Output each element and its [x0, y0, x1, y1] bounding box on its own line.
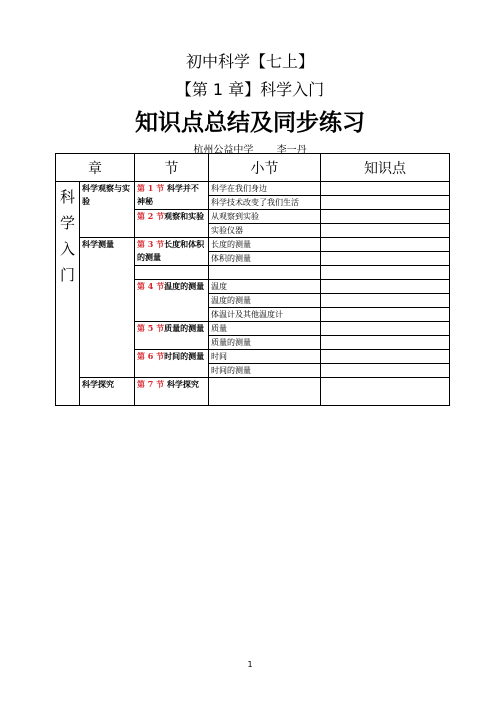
- knowledge-cell: [321, 364, 450, 378]
- table-row: [56, 238, 450, 252]
- knowledge-cell: [321, 210, 450, 224]
- subsection-cell: [209, 378, 321, 406]
- knowledge-cell: [321, 266, 450, 280]
- page-number: 1: [247, 660, 253, 669]
- header-chapter: 章: [56, 154, 135, 182]
- section-cell: 第 5 节质量的测量: [135, 322, 209, 350]
- knowledge-cell: [321, 308, 450, 322]
- author-name: 李一丹: [276, 145, 307, 156]
- knowledge-cell: [321, 252, 450, 266]
- table-header-row: [56, 154, 450, 182]
- section-cell: 第 7 节 科学探究: [135, 378, 209, 406]
- subsection-cell: 科学在我们身边: [209, 182, 321, 196]
- chapter-char: 门: [59, 266, 75, 284]
- section-cell: 第 4 节温度的测量: [135, 280, 209, 322]
- unit-cell: 科学探究: [80, 378, 135, 406]
- unit-cell: 科学观察与实验: [80, 182, 135, 238]
- subsection-cell: 质量: [209, 322, 321, 336]
- unit-cell: 科学测量: [80, 238, 135, 378]
- subsection-cell: 体温计及其他温度计: [209, 308, 321, 322]
- chapter-char: 入: [59, 240, 75, 258]
- knowledge-cell: [321, 280, 450, 294]
- header-subsection: 小节: [209, 154, 321, 182]
- subsection-cell: 温度: [209, 280, 321, 294]
- chapter-cell: [56, 182, 80, 406]
- subsection-cell: [209, 266, 321, 280]
- course-title: 初中科学【七上】: [185, 52, 314, 71]
- knowledge-cell: [321, 378, 450, 406]
- section-cell: 第 3 节长度和体积的测量: [135, 238, 209, 266]
- knowledge-table: [55, 153, 450, 406]
- main-title: 知识点总结及同步练习: [135, 110, 365, 136]
- subsection-cell: 时间的测量: [209, 364, 321, 378]
- header-section: 节: [135, 154, 209, 182]
- table-row: [56, 182, 450, 196]
- section-cell: 第 2 节观察和实验: [135, 210, 209, 238]
- subsection-cell: 质量的测量: [209, 336, 321, 350]
- subsection-cell: 时间: [209, 350, 321, 364]
- subsection-cell: 实验仪器: [209, 224, 321, 238]
- knowledge-cell: [321, 294, 450, 308]
- knowledge-cell: [321, 322, 450, 336]
- knowledge-cell: [321, 238, 450, 252]
- subsection-cell: 长度的测量: [209, 238, 321, 252]
- knowledge-cell: [321, 350, 450, 364]
- section-cell: 第 6 节时间的测量: [135, 350, 209, 378]
- subsection-cell: 温度的测量: [209, 294, 321, 308]
- knowledge-cell: [321, 196, 450, 210]
- subsection-cell: 体积的测量: [209, 252, 321, 266]
- header-knowledge: 知识点: [321, 154, 450, 182]
- chapter-char: 学: [59, 214, 75, 232]
- knowledge-cell: [321, 336, 450, 350]
- subsection-cell: 科学技术改变了我们生活: [209, 196, 321, 210]
- table-row: [56, 378, 450, 406]
- knowledge-cell: [321, 182, 450, 196]
- spacer-cell: [135, 266, 209, 280]
- subsection-cell: 从观察到实验: [209, 210, 321, 224]
- chapter-title: 【第 1 章】科学入门: [175, 80, 325, 99]
- chapter-char: 科: [59, 188, 75, 206]
- knowledge-cell: [321, 224, 450, 238]
- section-cell: 第 1 节 科学并不神秘: [135, 182, 209, 210]
- school-name: 杭州公益中学: [193, 145, 254, 156]
